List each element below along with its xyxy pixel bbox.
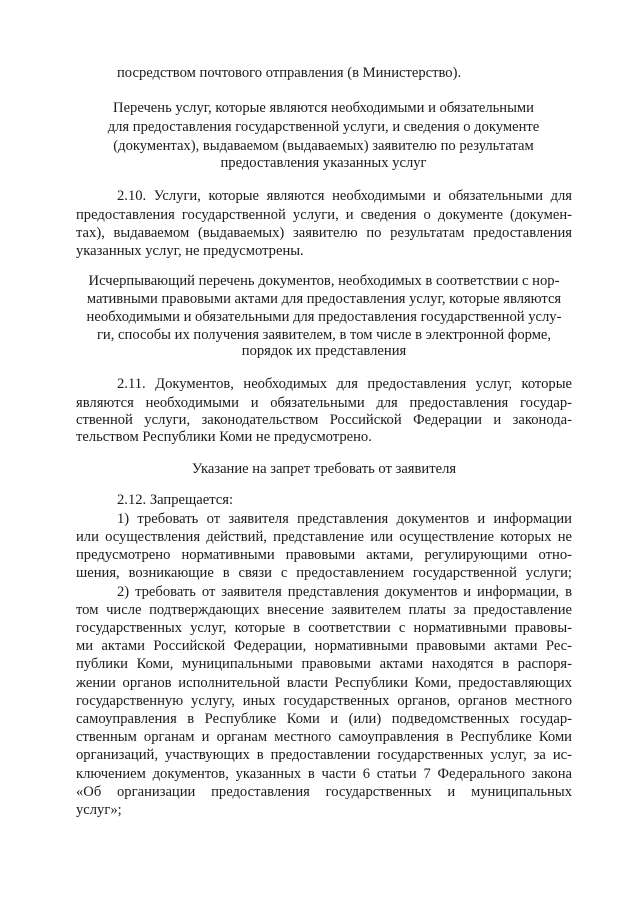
paragraph-line: государственную услугу, иных государственных органов, органов местного: [76, 693, 572, 709]
paragraph-line: 2.12. Запрещается:: [117, 492, 234, 508]
paragraph-line: 2.10. Услуги, которые являются необходимыми и обязательными для: [117, 188, 572, 204]
paragraph-line: услуг»;: [76, 802, 122, 818]
paragraph-line: тельством Республики Коми не предусмотрено.: [76, 429, 372, 445]
paragraph-line: предоставления государственной услуги, и сведения о документе (докумен-: [76, 207, 572, 223]
text-line: посредством почтового отправления (в Министерство).: [117, 65, 462, 81]
section-heading-line: необходимыми и обязательными для предоставления государственной услу-: [86, 309, 562, 325]
paragraph-line: жении органов исполнительной власти Республики Коми, предоставляющих: [76, 675, 572, 691]
paragraph-line: том числе подтверждающих внесение заявителем платы за предоставление: [76, 602, 572, 618]
paragraph-line: являются необходимыми и обязательными для предоставления государ-: [76, 395, 572, 411]
paragraph-line: 2) требовать от заявителя представления документов и информации, в: [117, 584, 572, 600]
paragraph-line: указанных услуг, не предусмотрены.: [76, 243, 304, 259]
paragraph-line: 1) требовать от заявителя представления документов и информации: [117, 511, 572, 527]
paragraph-line: самоуправления в Республике Коми и (или) подведомственных государ-: [76, 711, 572, 727]
paragraph-line: ственной услуги, законодательством Российской Федерации и законода-: [76, 412, 572, 428]
section-heading-line: порядок их представления: [241, 343, 407, 359]
paragraph-line: шения, возникающие в связи с предоставлением государственной услуги;: [76, 565, 572, 581]
section-heading-line: ги, способы их получения заявителем, в том числе в электронной форме,: [96, 327, 552, 343]
paragraph-line: «Об организации предоставления государственных и муниципальных: [76, 784, 572, 800]
paragraph-line: тах), выдаваемом (выдаваемых) заявителю по результатам предоставления: [76, 225, 572, 241]
paragraph-line: или осуществления действий, представление или осуществление которых не: [76, 529, 572, 545]
paragraph-line: ственным органам и органам местного самоуправления в Республике Коми: [76, 729, 572, 745]
section-heading-line: для предоставления государственной услуги, и сведения о документе: [107, 119, 540, 135]
paragraph-line: ключением документов, указанных в части 6 статьи 7 Федерального закона: [76, 766, 572, 782]
section-heading-line: Указание на запрет требовать от заявителя: [191, 461, 457, 477]
paragraph-line: государственных услуг, которые в соответствии с нормативными правовы-: [76, 620, 572, 636]
paragraph-line: ми актами Российской Федерации, нормативными правовыми актами Рес-: [76, 638, 572, 654]
paragraph-line: публики Коми, муниципальными правовыми актами находятся в распоря-: [76, 656, 572, 672]
section-heading-line: Перечень услуг, которые являются необходимыми и обязательными: [113, 100, 534, 116]
section-heading-line: мативными правовыми актами для предоставления услуг, которые являются: [86, 291, 562, 307]
section-heading-line: (документах), выдаваемом (выдаваемых) заявителю по результатам: [113, 138, 534, 154]
section-heading-line: предоставления указанных услуг: [220, 155, 427, 171]
paragraph-line: 2.11. Документов, необходимых для предоставления услуг, которые: [117, 376, 572, 392]
paragraph-line: предусмотрено нормативными правовыми актами, регулирующими отно-: [76, 547, 572, 563]
paragraph-line: организаций, участвующих в предоставлении государственных услуг, за ис-: [76, 747, 572, 763]
section-heading-line: Исчерпывающий перечень документов, необходимых в соответствии с нор-: [88, 273, 560, 289]
